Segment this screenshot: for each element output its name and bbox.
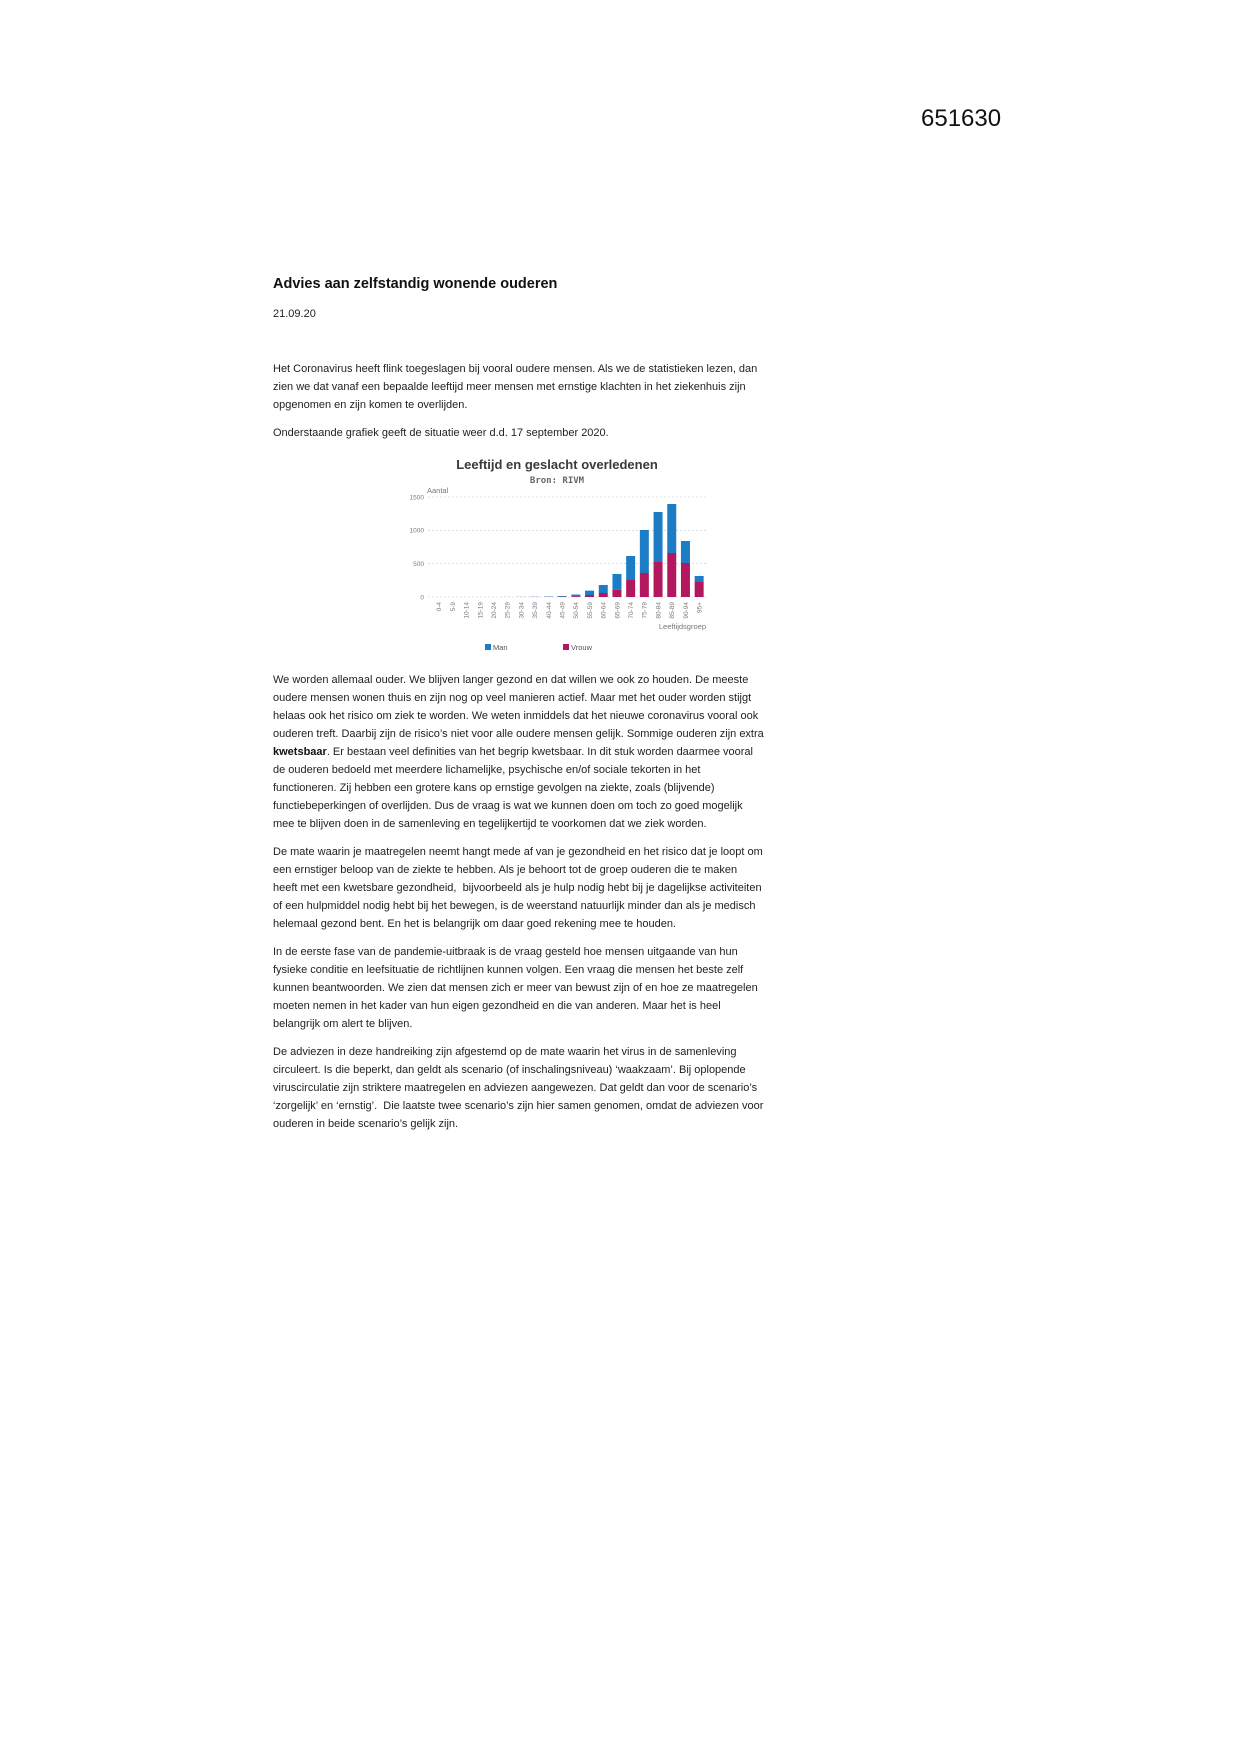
paragraph [273, 1043, 873, 1133]
bar-man-75-79 [640, 530, 649, 573]
y-tick-label: 500 [413, 560, 424, 568]
x-tick-label: 85-89 [669, 602, 677, 619]
bar-man-90-94 [681, 541, 690, 563]
bar-vrouw-70-74 [626, 580, 635, 597]
y-axis-label: Aantal [427, 486, 449, 495]
chart-subtitle: Bron: RIVM [529, 476, 585, 486]
paragraph [273, 360, 873, 414]
text-line: fysieke conditie en leefsituatie de richtlijnen kunnen volgen. Een vraag die mensen het beste zelf [273, 964, 744, 976]
bar-vrouw-55-59 [585, 595, 594, 597]
page-title: Advies aan zelfstandig wonende ouderen [273, 276, 558, 292]
bar-man-50-54 [571, 595, 580, 597]
bar-vrouw-60-64 [599, 593, 608, 597]
text-line: functioneren. Zij hebben een grotere kans op ernstige gevolgen na ziekte, zoals (blijvende) [273, 782, 715, 794]
bar-man-85-89 [667, 504, 676, 553]
x-tick-label: 35-39 [532, 602, 540, 619]
text-line: De adviezen in deze handreiking zijn afgestemd op de mate waarin het virus in de samenleving [273, 1046, 737, 1058]
text-line: een ernstiger beloop van de ziekte te hebben. Als je behoort tot de groep ouderen die te maken [273, 864, 738, 876]
bar-man-45-49 [558, 596, 567, 597]
text-line: Het Coronavirus heeft flink toegeslagen bij vooral oudere mensen. Als we de statistieken lezen, dan [273, 363, 758, 375]
x-tick-label: 95+ [696, 602, 704, 614]
x-tick-label: 15-19 [477, 602, 485, 619]
text-line [273, 743, 873, 761]
bar-vrouw-95+ [695, 582, 704, 597]
chart-title: Leeftijd en geslacht overledenen [456, 457, 658, 472]
text-line: helemaal gezond bent. En het is belangrijk om daar goed rekening mee te houden. [273, 918, 676, 930]
bar-vrouw-75-79 [640, 573, 649, 597]
text-line: circuleert. Is die beperkt, dan geldt als scenario (of inschalingsniveau) ‘waakzaam’. Bij oplopende [273, 1064, 746, 1076]
text-line: of een hulpmiddel nodig hebt bij het bewegen, is de weerstand natuurlijk minder dan als je medisch [273, 900, 756, 912]
document-number: 651630 [921, 105, 1002, 132]
paragraph [273, 671, 873, 833]
bar-man-55-59 [585, 591, 594, 595]
text-line: mee te blijven doen in de samenleving en tegelijkertijd te voorkomen dat we ziek worden. [273, 818, 707, 830]
text-line: oudere mensen wonen thuis en zijn nog op veel manieren actief. Maar met het ouder worden stijgt [273, 692, 752, 704]
text-line: moeten nemen in het kader van hun eigen gezondheid en die van anderen. Maar het is heel [273, 1000, 721, 1012]
paragraph [273, 843, 873, 933]
bar-vrouw-65-69 [612, 590, 621, 597]
legend-swatch-vrouw [563, 644, 569, 650]
x-tick-label: 0-4 [436, 602, 444, 612]
x-axis-label: Leeftijdsgroep [658, 622, 706, 631]
text-line: helaas ook het risico om ziek te worden. We weten inmiddels dat het nieuwe coronavirus vooral ook [273, 710, 759, 722]
x-tick-label: 75-79 [641, 602, 649, 619]
chart-bars [503, 504, 704, 597]
text-line: ouderen in beide scenario’s gelijk zijn. [273, 1118, 459, 1130]
x-tick-label: 45-49 [559, 602, 567, 619]
text-line: We worden allemaal ouder. We blijven langer gezond en dat willen we ook zo houden. De meeste [273, 674, 749, 686]
legend-label-man: Man [493, 643, 508, 652]
text-line: viruscirculatie zijn striktere maatregelen en adviezen aangewezen. Dat geldt dan voor de scenario’s [273, 1082, 758, 1094]
bar-vrouw-50-54 [571, 596, 580, 597]
paragraph [273, 424, 873, 442]
paragraph [273, 943, 873, 1033]
text-line: heeft met een kwetsbare gezondheid, bijvoorbeeld als je hulp nodig hebt bij je dagelijkse activiteiten [273, 882, 762, 894]
x-tick-label: 80-84 [655, 602, 663, 619]
intro-text [273, 360, 873, 452]
text-line: belangrijk om alert te blijven. [273, 1018, 413, 1030]
x-tick-label: 30-34 [518, 602, 526, 619]
text-line: Onderstaande grafiek geeft de situatie weer d.d. 17 september 2020. [273, 427, 609, 439]
x-tick-label: 50-54 [573, 602, 581, 619]
text-line: kunnen beantwoorden. We zien dat mensen zich er meer van bewust zijn of en hoe ze maatregelen [273, 982, 758, 994]
bar-vrouw-80-84 [654, 562, 663, 597]
text-line: De mate waarin je maatregelen neemt hangt mede af van je gezondheid en het risico dat je loopt om [273, 846, 763, 858]
text-line: ouderen treft. Daarbij zijn de risico’s niet voor alle oudere mensen gelijk. Sommige ouderen zijn extra [273, 728, 764, 740]
x-tick-label: 20-24 [490, 602, 498, 619]
x-tick-label: 40-44 [545, 602, 553, 619]
x-tick-label: 10-14 [463, 602, 471, 619]
bold-term: kwetsbaar [273, 746, 327, 758]
bar-man-95+ [695, 576, 704, 582]
bar-man-65-69 [612, 574, 621, 590]
text-line: zien we dat vanaf een bepaalde leeftijd meer mensen met ernstige klachten in het ziekenhuis zijn [273, 381, 746, 393]
y-tick-label: 1500 [409, 494, 424, 502]
chart-x-ticks [436, 602, 703, 619]
y-tick-label: 0 [420, 594, 424, 602]
x-tick-label: 70-74 [627, 602, 635, 619]
bar-man-70-74 [626, 556, 635, 580]
chart-legend [485, 643, 593, 652]
x-tick-label: 60-64 [600, 602, 608, 619]
body-text [273, 671, 873, 1143]
x-tick-label: 90-94 [682, 602, 690, 619]
document-date: 21.09.20 [273, 308, 316, 320]
age-gender-deaths-chart [395, 452, 725, 657]
x-tick-label: 65-69 [614, 602, 622, 619]
x-tick-label: 5-9 [449, 602, 457, 612]
x-tick-label: 25-29 [504, 602, 512, 619]
text-run: . Er bestaan veel definities van het begrip kwetsbaar. In dit stuk worden daarmee vooral [326, 746, 753, 758]
bar-vrouw-90-94 [681, 563, 690, 597]
legend-label-vrouw: Vrouw [571, 643, 592, 652]
text-line: opgenomen en zijn komen te overlijden. [273, 399, 468, 411]
bar-vrouw-85-89 [667, 553, 676, 597]
text-line: de ouderen bedoeld met meerdere lichamelijke, psychische en/of sociale tekorten in het [273, 764, 701, 776]
x-tick-label: 55-59 [586, 602, 594, 619]
text-line: ‘zorgelijk’ en ‘ernstig’. Die laatste twee scenario’s zijn hier samen genomen, omdat de adviezen voor [273, 1100, 764, 1112]
bar-man-60-64 [599, 585, 608, 593]
text-line: functiebeperkingen of overlijden. Dus de vraag is wat we kunnen doen om toch zo goed mogelijk [273, 800, 743, 812]
y-tick-label: 1000 [409, 527, 424, 535]
bar-man-80-84 [654, 512, 663, 562]
legend-swatch-man [485, 644, 491, 650]
text-line: In de eerste fase van de pandemie-uitbraak is de vraag gesteld hoe mensen uitgaande van hun [273, 946, 738, 958]
